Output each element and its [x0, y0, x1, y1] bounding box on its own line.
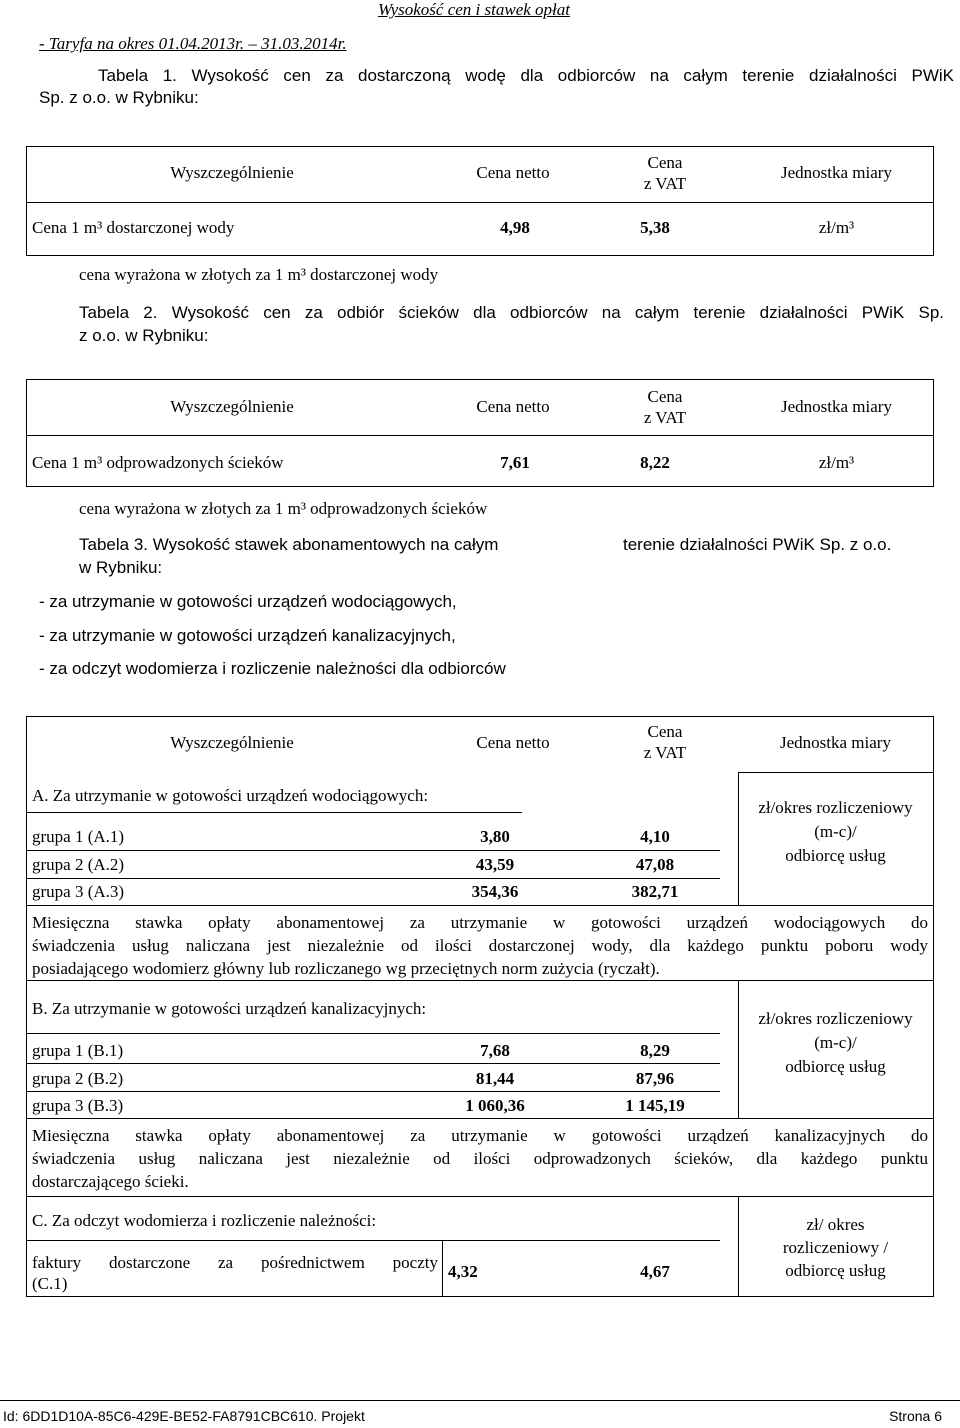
section-a-row1-net: 3,80	[480, 827, 510, 846]
table2-header-gross-line1: Cena	[647, 387, 683, 406]
section-c-unit-line1: zł/ okres	[806, 1215, 865, 1234]
section-a-note-line3: posiadającego wodomierz główny lub rozliczanego wg przeciętnych norm zużycia (ryczałt).	[32, 959, 660, 978]
section-c-row-net: 4,32	[448, 1262, 478, 1281]
section-b-row2-name: grupa 2 (B.2)	[32, 1069, 124, 1088]
table3-caption-cont: w Rybniku:	[79, 558, 163, 577]
table3-header-unit: Jednostka miary	[780, 733, 891, 752]
table3-item-water: - za utrzymanie w gotowości urządzeń wodociągowych,	[39, 592, 457, 611]
table1-note: cena wyrażona w złotych za 1 m³ dostarczonej wody	[79, 265, 439, 284]
section-a-row3-name: grupa 3 (A.3)	[32, 882, 125, 901]
table3-item-meter-reading: - za odczyt wodomierza i rozliczenie należności dla odbiorców	[39, 659, 506, 678]
table1-header-gross-price	[590, 152, 740, 194]
table1-header-gross-line1: Cena	[647, 153, 683, 172]
section-c-unit-line3: odbiorcę usług	[785, 1261, 886, 1280]
section-a-row3-gross: 382,71	[631, 882, 679, 901]
section-c-unit	[738, 1213, 933, 1282]
table3-caption-part2: terenie działalności PWiK Sp. z o.o.	[623, 535, 892, 554]
table3-item-sewage: - za utrzymanie w gotowości urządzeń kanalizacyjnych,	[39, 626, 456, 645]
document-title: Wysokość cen i stawek opłat	[378, 0, 570, 19]
table3-header-gross-price	[590, 721, 740, 763]
section-b-row1-net: 7,68	[480, 1041, 510, 1060]
section-b-unit-line1: zł/okres rozliczeniowy	[758, 1009, 913, 1028]
section-a-title: A. Za utrzymanie w gotowości urządzeń wodociągowych:	[32, 786, 429, 805]
section-b-row3-gross: 1 145,19	[625, 1096, 685, 1115]
section-a-row2-gross: 47,08	[635, 855, 675, 874]
table3-header-gross-line1: Cena	[647, 722, 683, 741]
section-b-unit-line3: odbiorcę usług	[785, 1057, 886, 1076]
section-c-row-gross: 4,67	[640, 1262, 670, 1281]
section-b-row2-gross: 87,96	[635, 1069, 675, 1088]
table2-header-description: Wyszczególnienie	[170, 397, 294, 416]
section-c-title: C. Za odczyt wodomierza i rozliczenie należności:	[32, 1211, 377, 1230]
footer-id: Id: 6DD1D10A-85C6-429E-BE52-FA8791CBC610. Projekt	[3, 1408, 365, 1424]
section-b-note-line2: świadczenia usług naliczana jest niezależnie od ilości odprowadzonych ścieków, dla każdego punktu	[32, 1149, 928, 1168]
table2-header-gross-line2: z VAT	[643, 408, 687, 427]
table1-header-gross-line2: z VAT	[643, 174, 687, 193]
table1-caption: Tabela 1. Wysokość cen za dostarczoną wodę dla odbiorców na całym terenie działalności PWiK	[98, 66, 954, 85]
table3-header-description: Wyszczególnienie	[170, 733, 294, 752]
section-a-unit-line3: odbiorcę usług	[785, 846, 886, 865]
section-b-row2-net: 81,44	[475, 1069, 515, 1088]
section-a-unit-line2: (m-c)/	[814, 822, 857, 841]
section-a-row1-gross: 4,10	[640, 827, 670, 846]
table1-caption-cont: Sp. z o.o. w Rybniku:	[39, 88, 199, 107]
table2-row-net: 7,61	[500, 453, 530, 472]
section-b-unit-line2: (m-c)/	[814, 1033, 857, 1052]
table2-header-net-price: Cena netto	[476, 397, 550, 416]
section-b-row1-name: grupa 1 (B.1)	[32, 1041, 124, 1060]
table2-row-unit: zł/m³	[818, 453, 855, 472]
section-a-row3-net: 354,36	[471, 882, 519, 901]
table2-caption-cont: z o.o. w Rybniku:	[79, 326, 209, 345]
section-b-title: B. Za utrzymanie w gotowości urządzeń kanalizacyjnych:	[32, 999, 427, 1018]
section-c-row-name-line1: faktury dostarczone za pośrednictwem poczty	[32, 1253, 438, 1272]
table1-row-net: 4,98	[500, 218, 530, 237]
table1-row-unit: zł/m³	[818, 218, 855, 237]
section-a-unit	[738, 796, 933, 868]
footer-divider	[0, 1400, 960, 1401]
table1-header-net-price: Cena netto	[476, 163, 550, 182]
section-b-unit	[738, 1007, 933, 1079]
table2-header-gross-price	[590, 386, 740, 428]
section-b-row3-net: 1 060,36	[465, 1096, 525, 1115]
table2-row-gross: 8,22	[640, 453, 670, 472]
tariff-period: - Taryfa na okres 01.04.2013r. – 31.03.2014r.	[39, 34, 347, 53]
section-a-row1-name: grupa 1 (A.1)	[32, 827, 125, 846]
table3-caption: Tabela 3. Wysokość stawek abonamentowych na całym	[79, 535, 499, 554]
table3-header-gross-line2: z VAT	[643, 743, 687, 762]
section-b-row1-gross: 8,29	[640, 1041, 670, 1060]
section-c-unit-line2: rozliczeniowy /	[782, 1238, 889, 1257]
table1-header-unit: Jednostka miary	[781, 163, 892, 182]
section-a-row2-name: grupa 2 (A.2)	[32, 855, 125, 874]
table2-row-description: Cena 1 m³ odprowadzonych ścieków	[32, 453, 284, 472]
section-b-row3-name: grupa 3 (B.3)	[32, 1096, 124, 1115]
table2-caption: Tabela 2. Wysokość cen za odbiór ścieków dla odbiorców na całym terenie działalności PWiK Sp.	[79, 303, 944, 322]
table3-header-net-price: Cena netto	[476, 733, 550, 752]
table2-header-unit: Jednostka miary	[781, 397, 892, 416]
page-number: Strona 6	[889, 1408, 942, 1424]
table1-row-description: Cena 1 m³ dostarczonej wody	[32, 218, 235, 237]
section-a-note-line1: Miesięczna stawka opłaty abonamentowej za utrzymanie w gotowości urządzeń wodociągowych do	[32, 913, 928, 932]
section-a-unit-line1: zł/okres rozliczeniowy	[758, 798, 913, 817]
section-a-row2-net: 43,59	[475, 855, 515, 874]
table1-row-gross: 5,38	[640, 218, 670, 237]
table2-note: cena wyrażona w złotych za 1 m³ odprowadzonych ścieków	[79, 499, 488, 518]
section-b-note-line1: Miesięczna stawka opłaty abonamentowej za utrzymanie w gotowości urządzeń kanalizacyjnych do	[32, 1126, 928, 1145]
table1-header-description: Wyszczególnienie	[170, 163, 294, 182]
section-c-row-name-line2: (C.1)	[32, 1274, 68, 1293]
section-b-note-line3: dostarczającego ścieki.	[32, 1172, 189, 1191]
section-a-note-line2: świadczenia usług naliczana jest niezależnie od ilości dostarczonej wody, dla każdego punktu poboru wody	[32, 936, 928, 955]
